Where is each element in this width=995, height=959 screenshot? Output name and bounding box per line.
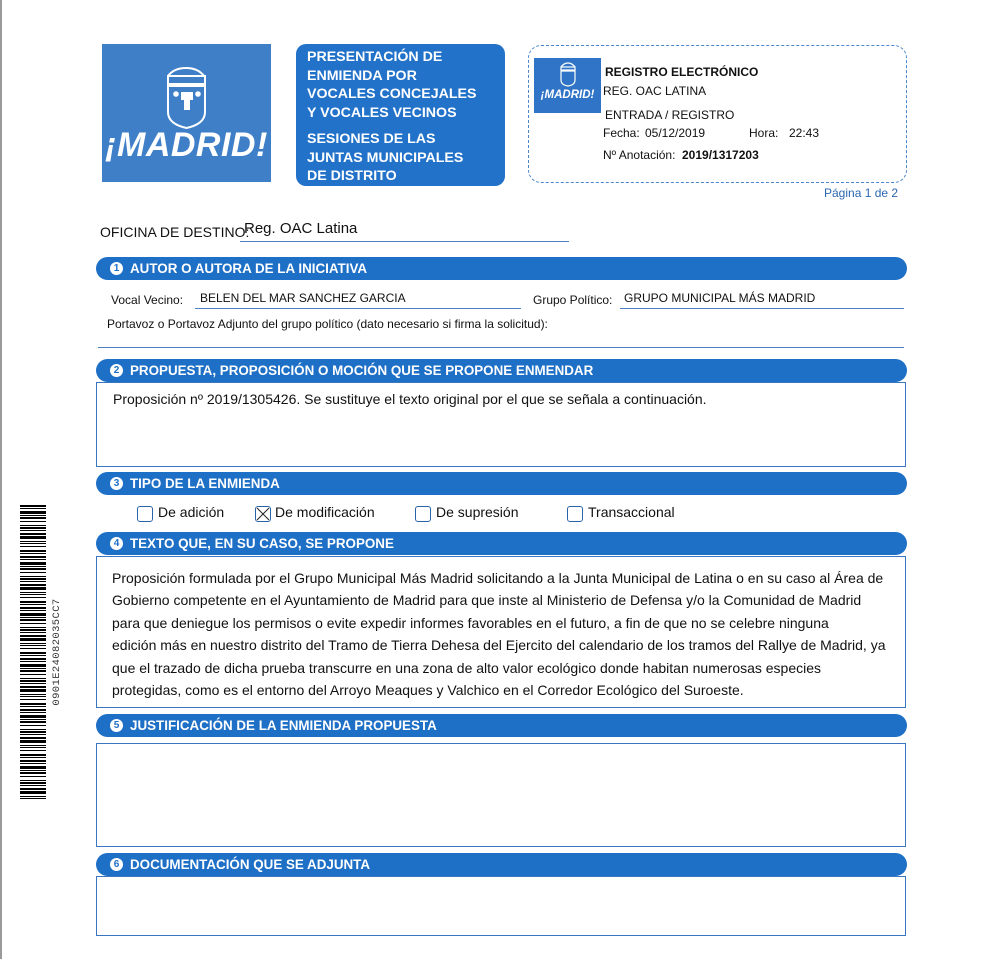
portavoz-label: Portavoz o Portavoz Adjunto del grupo político (dato necesario si firma la solicitud): <box>107 317 548 331</box>
vocal-field[interactable]: BELEN DEL MAR SANCHEZ GARCIA <box>200 291 406 305</box>
checkbox-transaccional[interactable] <box>567 506 583 522</box>
section-number: 4 <box>110 537 123 550</box>
checkbox-modificacion[interactable] <box>255 506 271 522</box>
grupo-underline <box>620 308 904 309</box>
registry-entrada: ENTRADA / REGISTRO <box>605 108 735 122</box>
grupo-label: Grupo Político: <box>533 293 613 307</box>
propuesta-text: Proposición nº 2019/1305426. Se sustituye el texto original por el que se señala a continuación. <box>113 391 707 407</box>
justificacion-box[interactable] <box>96 743 906 847</box>
madrid-logo <box>102 44 271 182</box>
logo-text: ¡MADRID! <box>105 126 268 164</box>
section-number: 5 <box>110 719 123 732</box>
texto-line: Proposición formulada por el Grupo Municipal Más Madrid solicitando a la Junta Municipal de Latina o en su caso al Área de <box>112 570 884 586</box>
section-number: 3 <box>110 477 123 490</box>
barcode <box>20 505 46 799</box>
registry-office: REG. OAC LATINA <box>603 84 707 98</box>
registry-hora-label: Hora: <box>749 126 779 140</box>
section-title: AUTOR O AUTORA DE LA INICIATIVA <box>130 261 368 276</box>
section-title: JUSTIFICACIÓN DE LA ENMIENDA PROPUESTA <box>130 718 437 733</box>
propuesta-box[interactable] <box>96 382 906 467</box>
barcode-text: 0901E24082035CC7 <box>51 598 63 706</box>
registry-fecha: 05/12/2019 <box>645 126 706 140</box>
section-header-texto <box>96 532 907 555</box>
oficina-value[interactable]: Reg. OAC Latina <box>244 220 358 237</box>
section-title: TEXTO QUE, EN SU CASO, SE PROPONE <box>130 536 394 551</box>
section-title: TIPO DE LA ENMIENDA <box>130 476 280 491</box>
texto-line: Gobierno competente en el Ayuntamiento de Madrid para que inste al Ministerio de Defensa y/o la Comunidad de Madrid <box>112 592 862 609</box>
checkbox-adicion[interactable] <box>137 506 153 522</box>
texto-line: edición más en nuestro distrito del Tramo de Tierra Dehesa del Ejercito del calendario de los tramos del Rallye de Madrid, ya <box>112 637 886 654</box>
section-number: 2 <box>110 364 123 377</box>
form-title-main: PRESENTACIÓN DE ENMIENDA POR VOCALES CONCEJALES Y VOCALES VECINOS <box>307 49 477 121</box>
registry-hora: 22:43 <box>789 126 820 140</box>
texto-line: protegidas, como es el entorno del Arroyo Meaques y Valchico en el Corredor Ecológico del Suroeste. <box>112 682 744 699</box>
registry-title: REGISTRO ELECTRÓNICO <box>605 65 759 79</box>
section-title: PROPUESTA, PROPOSICIÓN O MOCIÓN QUE SE PROPONE ENMENDAR <box>130 363 594 378</box>
registry-logo-text: ¡MADRID! <box>540 89 595 101</box>
oficina-underline <box>240 241 569 242</box>
texto-line: para que deniegue los permisos o evite expedir informes favorables en el futuro, a fin de que no se celebre ninguna <box>112 614 829 631</box>
vocal-label: Vocal Vecino: <box>111 293 184 307</box>
form-title <box>296 44 505 186</box>
registry-logo <box>534 58 601 113</box>
vocal-underline <box>195 308 521 309</box>
registry-fecha-label: Fecha: <box>603 126 640 140</box>
page-edge <box>0 0 2 959</box>
oficina-label: OFICINA DE DESTINO: <box>100 224 250 240</box>
section-number: 6 <box>110 858 123 871</box>
coat-of-arms-icon <box>534 58 601 113</box>
section-header-propuesta <box>96 359 907 382</box>
grupo-field[interactable]: GRUPO MUNICIPAL MÁS MADRID <box>624 291 816 305</box>
registry-anotacion: 2019/1317203 <box>682 148 759 162</box>
registry-stamp <box>528 45 907 183</box>
texto-propuesto <box>112 567 886 701</box>
documentacion-box[interactable] <box>96 876 906 936</box>
section-header-tipo <box>96 472 907 495</box>
page-number: Página 1 de 2 <box>824 186 899 200</box>
portavoz-underline <box>98 347 904 348</box>
checkmark-x-icon <box>256 507 270 521</box>
checkbox-supresion-label: De supresión <box>436 504 519 520</box>
form-title-sub: SESIONES DE LAS JUNTAS MUNICIPALES DE DISTRITO <box>307 131 464 184</box>
section-title: DOCUMENTACIÓN QUE SE ADJUNTA <box>130 857 371 872</box>
checkbox-adicion-label: De adición <box>158 504 225 520</box>
checkbox-modificacion-label: De modificación <box>275 504 375 520</box>
checkbox-transaccional-label: Transaccional <box>588 504 675 520</box>
texto-line: que el trazado de dicha prueba transcurre en una zona de alto valor ecológico donde habitan numerosas especies <box>112 659 822 676</box>
section-number: 1 <box>110 262 123 275</box>
checkbox-supresion[interactable] <box>415 506 431 522</box>
registry-anotacion-label: Nº Anotación: <box>603 148 676 162</box>
section-header-justificacion <box>96 714 907 737</box>
section-header-autor <box>96 257 907 280</box>
section-header-documentacion <box>96 853 907 876</box>
texto-propuesto-box[interactable] <box>96 556 906 708</box>
